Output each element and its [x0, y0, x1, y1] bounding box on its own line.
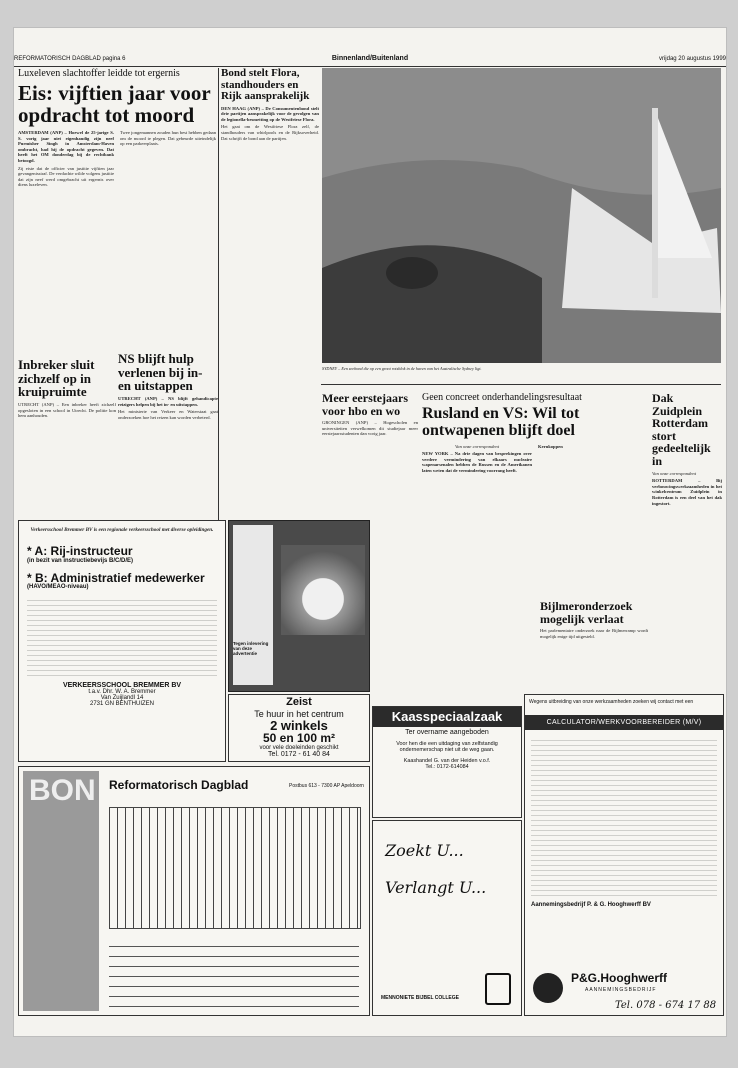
ad-phone: Tel.: 0172-614084 — [425, 763, 469, 770]
ad-line: voor vele doeleinden geschikt — [259, 744, 339, 751]
article-lead: AMSTERDAM (ANP) – Hoewel de 25-jarige S. S. vorig jaar niet eigenhandig zijn neef Purmisher Singh in Amsterdam-Haven ombracht, had hij de opdracht gegeven. Dat heeft het OM donderdag bij de rechtbank betoogd. — [18, 130, 114, 164]
article-text: UTRECHT (ANP) – Een inbreker heeft zichzelf opgesloten in een school in Utrecht. De politie kon hem aanhouden. — [18, 401, 116, 419]
article-murder — [18, 68, 216, 305]
article-text: Het gaat om de Westfriese Flora zelf, de standhouders van whirlpools en de Rijksoverheid. Dat schrijft de bond aan de partijen. — [221, 124, 319, 141]
ad-text: Voor hen die een uitdaging van zelfstandig ondernemerschap niet uit de weg gaan. — [396, 740, 498, 753]
ad-college-name: MENNONIETE BIJBEL COLLEGE — [381, 995, 459, 1001]
article-headline: Rusland en VS: Wil tot ontwapenen blijft doel — [422, 405, 580, 439]
company-logo-icon — [533, 973, 563, 1003]
article-text: ROTTERDAM – Bij verbouwingswerkzaamheden in het winkelcentrum Zuidplein in Rotterdam is een deel van het dak ingestort. — [652, 478, 722, 506]
ad-bon-coupon — [18, 766, 370, 1016]
article-headline: Bond stelt Flora, standhouders en Rijk aansprakelijk — [221, 67, 310, 103]
article-headline: Inbreker sluit zichzelf op in kruipruimte — [18, 357, 95, 400]
ad-role: * B: Administratief medewerker — [27, 570, 205, 585]
article-kicker: Geen concreet onderhandelingsresultaat — [422, 392, 582, 403]
article-text: Zij eiste dat de officier van justitie vijftien jaar gevangenisstraf. De verdachte wilde volgens justitie dat zijn neef werd omgebracht uit ergernis over diens luxeleven. — [18, 165, 114, 188]
ad-location: Zeist — [286, 696, 312, 708]
ad-phone: Tel. 0172 - 61 40 84 — [268, 750, 330, 758]
coupon-sidebar — [23, 771, 99, 1011]
article-lead: DEN HAAG (ANP) – De Consumentenbond stelt drie partijen aansprakelijk voor de gevolgen van de legionella-besmetting op de Westfriese Flora. — [221, 105, 319, 122]
ad-tableware — [228, 520, 370, 692]
ad-address: t.a.v. Dhr. W. A. Bremmer — [88, 689, 156, 696]
article-lead: UTRECHT (ANP) – NS blijft gehandicapte reizigers helpen bij het in- en uitstappen. — [118, 395, 218, 407]
article-headline: Meer eerstejaars voor hbo en wo — [322, 391, 409, 418]
article-headline: Eis: vijftien jaar voor opdracht tot moord — [18, 81, 211, 128]
article-text: GRONINGEN (ANP) – Hogescholen en universiteiten verwelkomen dit studiejaar meer eerstejaarsstudenten dan vorig jaar. — [322, 420, 418, 437]
article-bijlmer — [540, 600, 648, 698]
article-text: NEW YORK – Na drie dagen van besprekingen over verdere vermindering van elkaars nucleaire wapenarsenalen hebben de Russen en de Amerikanen laten weten dat de vermindering voorrang heeft. — [422, 451, 532, 473]
ad-title: CALCULATOR/WERKVOORBEREIDER (M/V) — [525, 715, 723, 730]
article-ns — [118, 352, 218, 516]
ad-tableware-text: Tegen inlevering van deze advertentie — [233, 641, 269, 656]
article-kicker: Luxeleven slachtoffer leidde tot ergernis — [18, 68, 180, 79]
ad-calculator — [524, 694, 724, 1016]
ad-address: Van Zuijlandl 14 — [100, 695, 144, 702]
article-headline: NS blijft hulp verlenen bij in- en uitstappen — [118, 351, 203, 394]
article-text: Twee jongemannen zouden hun best hebben gedaan om de moord te plegen. Dat gebeurde uiteindelijk op een parkeerplaats. — [120, 130, 216, 147]
article-subheading: Kernkoppen — [538, 443, 563, 449]
ad-subtitle: Ter overname aangeboden — [405, 728, 489, 736]
article-headline: Dak Zuidplein Rotterdam stort gedeeltelijk in — [652, 391, 711, 468]
ad-company: Aannemingsbedrijf P. & G. Hooghwerff BV — [531, 902, 651, 908]
coupon-title: BON — [29, 774, 96, 807]
menorah-icon — [485, 973, 511, 1005]
ad-kaas — [372, 706, 522, 818]
page-header-date: vrijdag 20 augustus 1999 — [658, 56, 726, 62]
ad-body-text — [27, 596, 217, 676]
ad-logo: P&G.Hooghwerff — [571, 971, 667, 985]
ad-line: Te huur in het centrum — [254, 708, 344, 719]
coupon-grid[interactable] — [109, 807, 361, 929]
ad-phone: Tel. 078 - 674 17 88 — [615, 1000, 717, 1011]
ad-role-detail: (HAVO/MEAO-niveau) — [27, 584, 89, 591]
ad-role: * A: Rij-instructeur — [27, 544, 133, 558]
ad-contact: Kaashandel G. van der Heiden v.o.f. — [403, 757, 491, 764]
section-rule — [321, 384, 721, 385]
ad-handwritten-line: Verlangt U... — [385, 878, 487, 897]
ad-logo-sub: AANNEMINGSBEDRIJF — [585, 987, 657, 993]
article-flora — [221, 68, 319, 356]
ad-title: Kaasspeciaalzaak — [373, 707, 521, 727]
coupon-form[interactable] — [109, 937, 359, 1007]
article-byline: Van onze correspondent — [652, 470, 696, 476]
article-byline: Van onze correspondent — [455, 443, 499, 449]
coupon-brand: Reformatorisch Dagblad — [109, 778, 249, 792]
header-rule — [14, 66, 726, 67]
ad-line: 50 en 100 m² — [262, 731, 336, 746]
ad-zeist — [228, 694, 370, 762]
ad-intro: Wegens uitbreiding van onze werkzaamheden zoeken wij contact met een — [529, 699, 694, 705]
ad-company: VERKEERSSCHOOL BREMMER BV — [62, 682, 182, 690]
page-header-section: Binnenland/Buitenland — [331, 55, 409, 62]
article-students — [322, 392, 418, 530]
coupon-address: Postbus 613 - 7300 AP Apeldoorn — [289, 783, 364, 789]
article-burglar — [18, 358, 116, 522]
ad-role-detail: (in bezit van instructiebevijs B/C/D/E) — [27, 557, 134, 564]
ad-handwritten-line: Zoekt U... — [385, 841, 464, 860]
ad-verkeersschool — [18, 520, 226, 762]
photo-caption: SYDNEY – Een zeehond die op een groot rotsblok in de haven van het Australische Sydney ligt. — [322, 366, 482, 371]
ad-intro: Verkeersschool Bremmer BV is een regionale verkeersschool met diverse opleidingen. — [30, 527, 214, 533]
ad-address: 2731 GN BENTHUIZEN — [89, 701, 155, 708]
harbour-photo — [322, 68, 721, 363]
column-rule — [218, 68, 219, 548]
article-russia-us — [422, 392, 648, 634]
article-text: Het parlementaire onderzoek naar de Bijlmerramp wordt mogelijk enige tijd uitgesteld. — [540, 628, 648, 639]
ad-line: 2 winkels — [270, 717, 328, 733]
ad-body-text — [531, 736, 717, 896]
article-text: Het ministerie van Verkeer en Waterstaat gaat onderzoeken hoe het reizen kan worden verbeterd. — [118, 409, 218, 420]
article-headline: Bijlmeronderzoek mogelijk verlaat — [540, 599, 633, 626]
page-header-left: REFORMATORISCH DAGBLAD pagina 6 — [14, 56, 126, 62]
ad-bible-college — [372, 820, 522, 1016]
